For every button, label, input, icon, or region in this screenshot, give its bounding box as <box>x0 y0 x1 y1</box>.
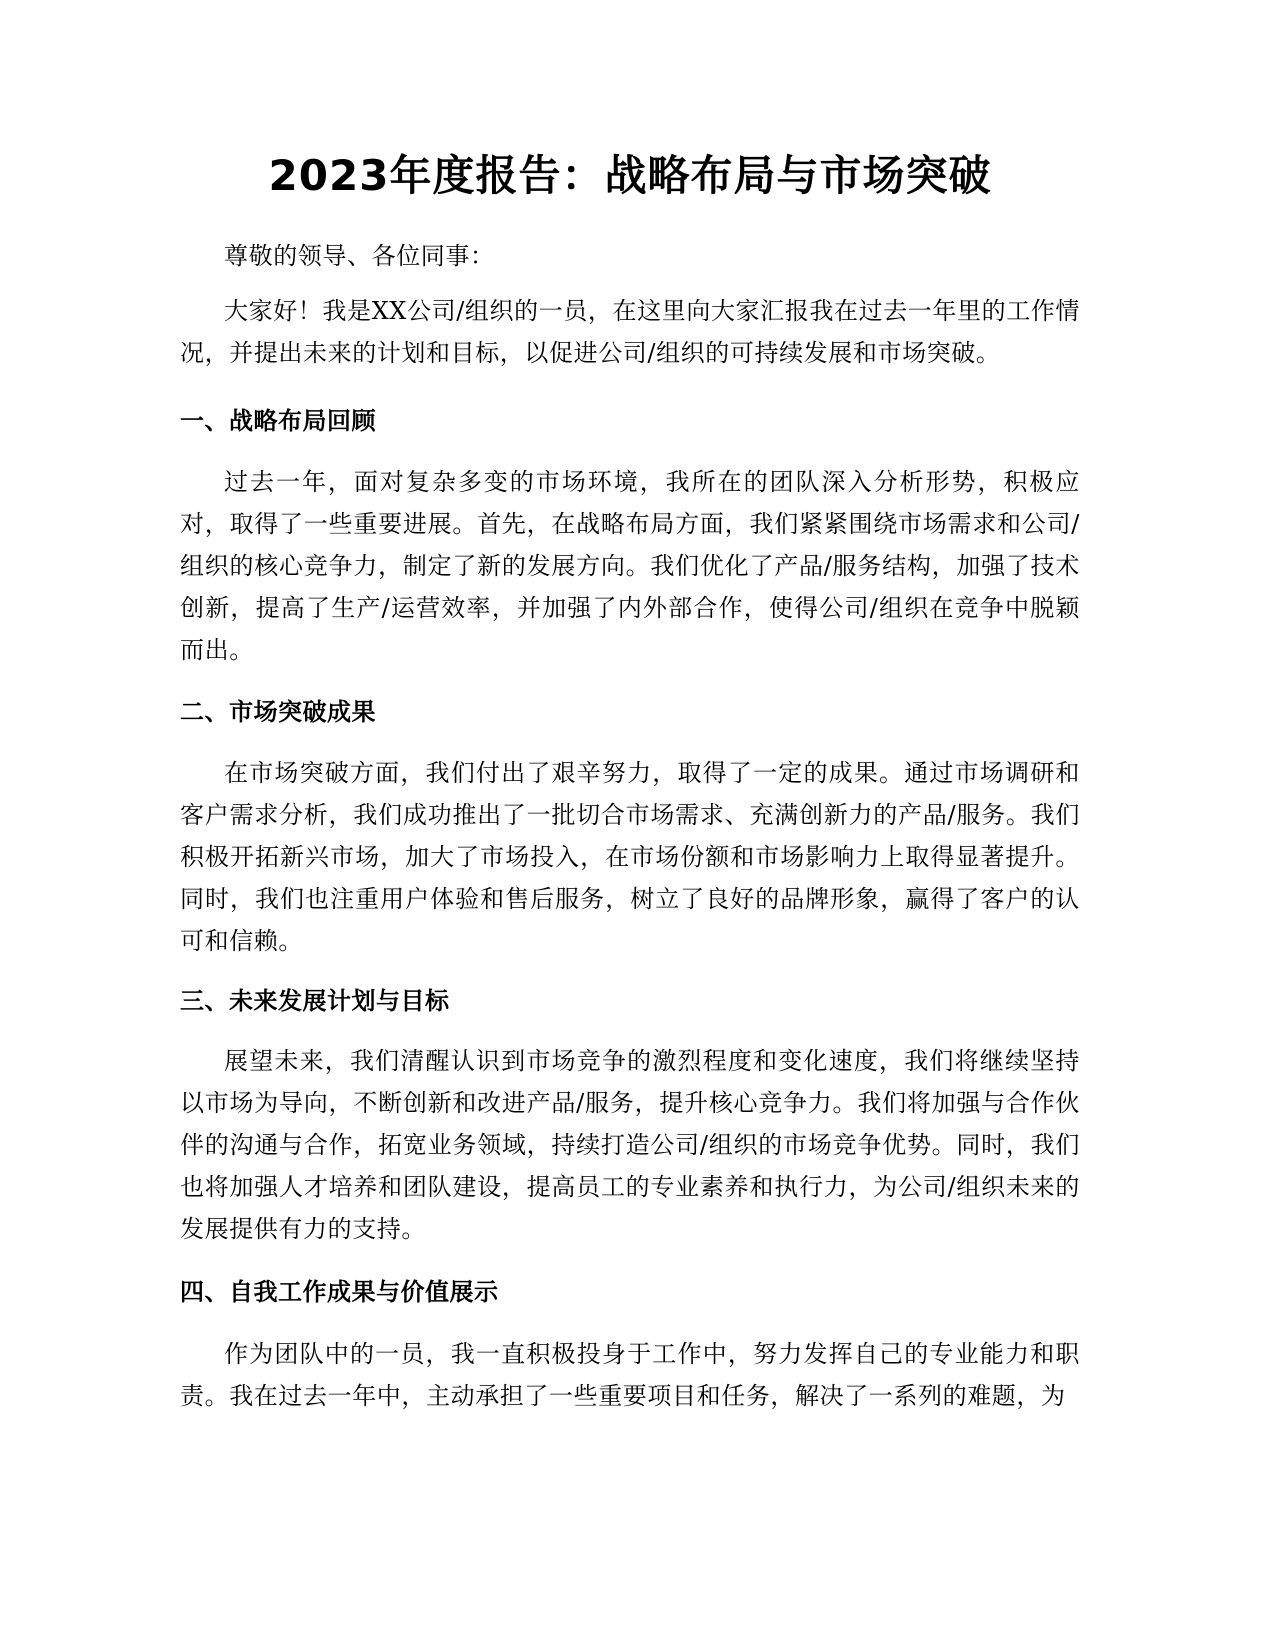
section-body-1: 过去一年，面对复杂多变的市场环境，我所在的团队深入分析形势，积极应对，取得了一些重要进展。首先，在战略布局方面，我们紧紧围绕市场需求和公司/组织的核心竞争力，制定了新的发展方向。我们优化了产品/服务结构，加强了技术创新，提高了生产/运营效率，并加强了内外部合作，使得公司/组织在竞争中脱颖而出。 <box>180 468 1080 664</box>
section-body-4: 作为团队中的一员，我一直积极投身于工作中，努力发挥自己的专业能力和职责。我在过去一年中，主动承担了一些重要项目和任务，解决了一系列的难题，为 <box>180 1340 1080 1410</box>
section-heading-3: 三、未来发展计划与目标 <box>180 987 450 1015</box>
intro-paragraph: 大家好！我是XX公司/组织的一员，在这里向大家汇报我在过去一年里的工作情况，并提出未来的计划和目标，以促进公司/组织的可持续发展和市场突破。 <box>180 297 1080 367</box>
section-body-2: 在市场突破方面，我们付出了艰辛努力，取得了一定的成果。通过市场调研和客户需求分析，我们成功推出了一批切合市场需求、充满创新力的产品/服务。我们积极开拓新兴市场，加大了市场投入，在市场份额和市场影响力上取得显著提升。同时，我们也注重用户体验和售后服务，树立了良好的品牌形象，赢得了客户的认可和信赖。 <box>180 759 1080 955</box>
document-title: 2023年度报告：战略布局与市场突破 <box>268 151 992 200</box>
section-body-3: 展望未来，我们清醒认识到市场竞争的激烈程度和变化速度，我们将继续坚持以市场为导向，不断创新和改进产品/服务，提升核心竞争力。我们将加强与合作伙伴的沟通与合作，拓宽业务领域，持续打造公司/组织的市场竞争优势。同时，我们也将加强人才培养和团队建设，提高员工的专业素养和执行力，为公司/组织未来的发展提供有力的支持。 <box>180 1047 1080 1243</box>
section-heading-4: 四、自我工作成果与价值展示 <box>180 1278 499 1306</box>
section-heading-2: 二、市场突破成果 <box>180 698 376 726</box>
greeting-paragraph: 尊敬的领导、各位同事： <box>224 242 495 270</box>
section-heading-1: 一、战略布局回顾 <box>180 407 376 435</box>
